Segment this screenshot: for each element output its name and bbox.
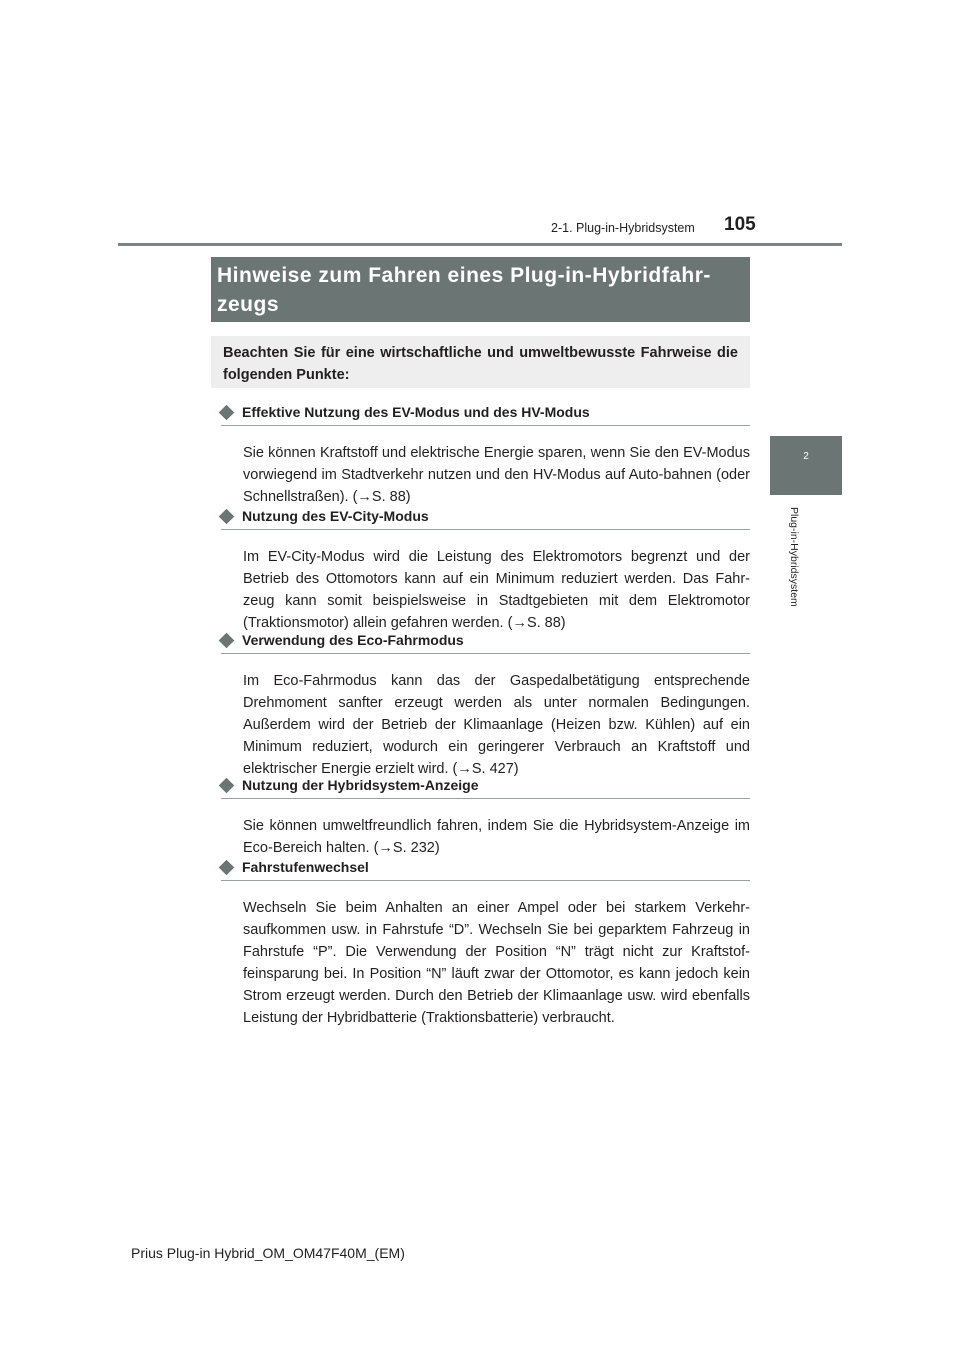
diamond-bullet-icon <box>219 405 235 421</box>
topic-title: Nutzung der Hybridsystem-Anzeige <box>242 777 479 793</box>
chapter-side-label <box>786 507 802 632</box>
chapter-tab[interactable] <box>770 436 842 495</box>
topic-title: Verwendung des Eco-Fahrmodus <box>242 632 464 648</box>
topic-heading <box>221 777 750 799</box>
topic-body: Sie können umweltfreundlich fahren, indem Sie die Hybridsystem-Anzeige im Eco-Bereich halten. (→S. 232) <box>243 818 750 856</box>
topic-body: Im EV-City-Modus wird die Leistung des Elektromotors begrenzt und der Betrieb des Ottomotors kann auf ein Minimum reduziert werden. Das Fahr-zeug kann somit beispielsweise in Stadtgebieten mit dem Elektromotor (Traktionsmotor) allein gefahren werden. (→S. 88) <box>243 549 750 631</box>
intro-text: Beachten Sie für eine wirtschaftliche und umweltbewusste Fahrweise die folgenden Punkte: <box>223 345 738 383</box>
diamond-bullet-icon <box>219 860 235 876</box>
header-divider <box>118 243 842 246</box>
topic-section <box>221 777 750 859</box>
topic-section <box>221 859 750 1029</box>
topic-heading <box>221 404 750 426</box>
topic-heading <box>221 508 750 530</box>
chapter-number: 2 <box>803 451 809 462</box>
topic-title: Effektive Nutzung des EV-Modus und des HV-Modus <box>242 404 590 420</box>
topic-title: Fahrstufenwechsel <box>242 859 369 875</box>
topic-title: Nutzung des EV-City-Modus <box>242 508 429 524</box>
diamond-bullet-icon <box>219 509 235 525</box>
page-number: 105 <box>724 214 756 235</box>
diamond-bullet-icon <box>219 778 235 794</box>
topic-section <box>221 632 750 780</box>
page-title-banner <box>211 257 750 322</box>
topic-body: Im Eco-Fahrmodus kann das der Gaspedalbetätigung entsprechende Drehmoment sanfter erzeugt werden als unter normalen Bedingungen. Außerdem wird der Betrieb der Klimaanlage (Heizen bzw. Kühlen) auf ein Minimum reduziert, wodurch ein geringerer Verbrauch an Kraftstoff und elektrischer Energie erzielt wird. (→S. 427) <box>243 673 750 777</box>
topic-heading <box>221 859 750 881</box>
document-footer: Prius Plug-in Hybrid_OM_OM47F40M_(EM) <box>131 1245 405 1261</box>
section-header: 2-1. Plug-in-Hybridsystem <box>551 221 695 235</box>
intro-box <box>211 336 750 388</box>
topic-body: Sie können Kraftstoff und elektrische Energie sparen, wenn Sie den EV-Modus vorwiegend im Stadtverkehr nutzen und den HV-Modus auf Auto-bahnen (oder Schnellstraßen). (→S. 88) <box>243 445 750 505</box>
topic-section <box>221 508 750 634</box>
topic-body: Wechseln Sie beim Anhalten an einer Ampel oder bei starkem Verkehr-saufkommen usw. in Fahrstufe “D”. Wechseln Sie bei geparktem Fahrzeug in Fahrstufe “P”. Die Verwendung der Position “N” trägt nicht zur Kraftstof-feinsparung bei. In Position “N” läuft zwar der Ottomotor, es kann jedoch kein Strom erzeugt werden. Durch den Betrieb der Klimaanlage usw. wird ebenfalls Leistung der Hybridbatterie (Traktionsbatterie) verbraucht. <box>243 900 750 1026</box>
page-title: Hinweise zum Fahren eines Plug-in-Hybridfahr- zeugs <box>217 264 711 316</box>
diamond-bullet-icon <box>219 633 235 649</box>
topic-heading <box>221 632 750 654</box>
chapter-label-text: Plug-in-Hybridsystem <box>788 507 800 607</box>
topic-section <box>221 404 750 508</box>
